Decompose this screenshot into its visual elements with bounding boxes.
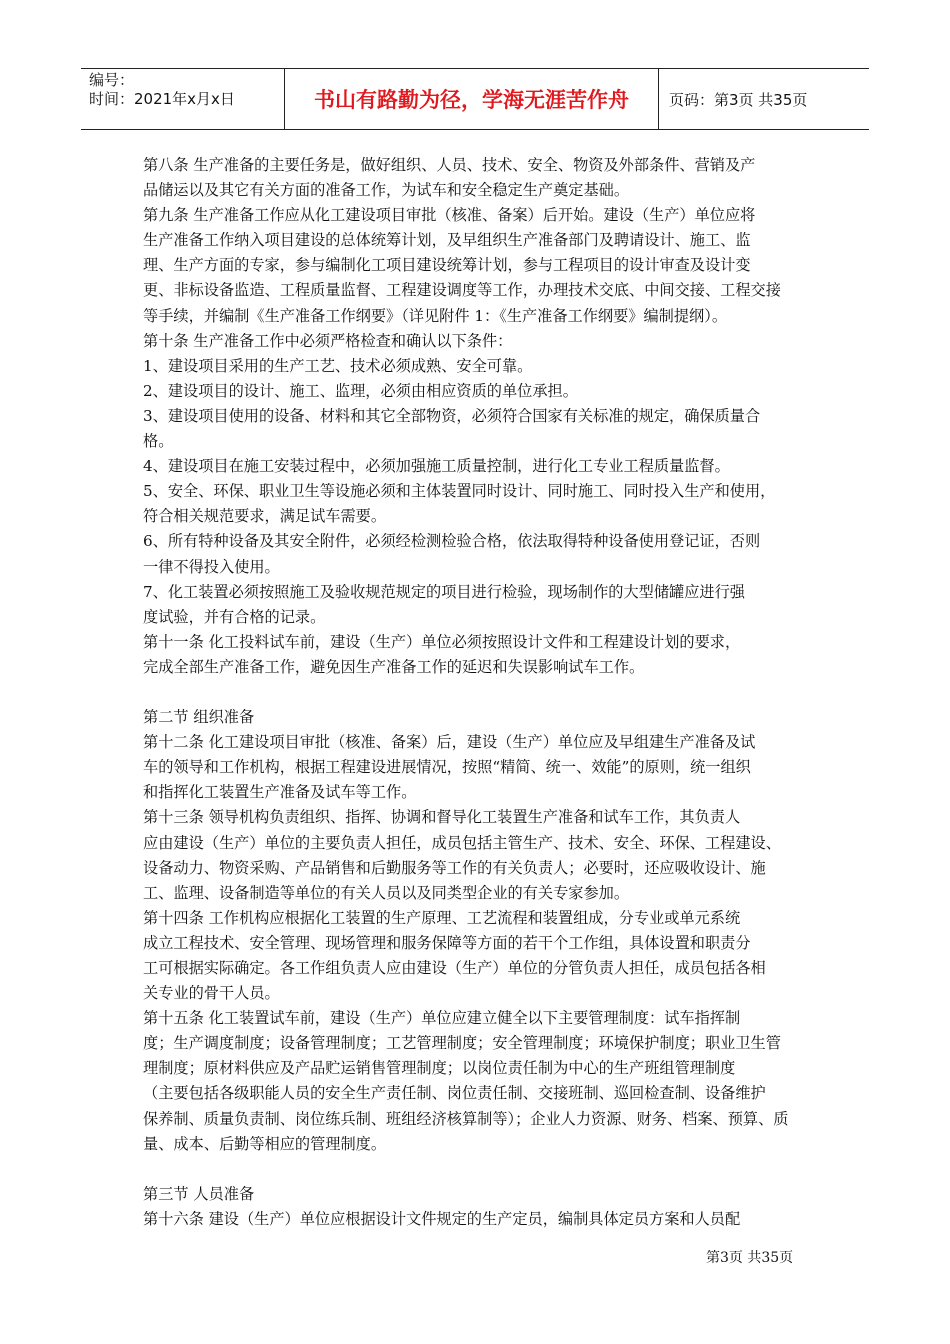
text-line: 理、生产方面的专家，参与编制化工项目建设统筹计划，参与工程项目的设计审查及设计变 xyxy=(143,256,751,275)
text-line: 第十二条 化工建设项目审批（核准、备案）后，建设（生产）单位应及早组建生产准备及试 xyxy=(143,733,756,752)
text-line: 保养制、质量负责制、岗位练兵制、班组经济核算制等）；企业人力资源、财务、档案、预算、质 xyxy=(143,1109,789,1128)
blank-line xyxy=(143,680,811,705)
document-body xyxy=(143,153,811,1232)
text-line: 关专业的骨干人员。 xyxy=(143,984,280,1003)
blank-line xyxy=(143,1157,811,1182)
text-line: 生产准备工作纳入项目建设的总体统筹计划，及早组织生产准备部门及聘请设计、施工、监 xyxy=(143,231,751,250)
text-line: 第十条 生产准备工作中必须严格检查和确认以下条件： xyxy=(143,331,513,350)
text-line: 等手续，并编制《生产准备工作纲要》（详见附件 1：《生产准备工作纲要》编制提纲）。 xyxy=(143,306,728,325)
text-line: 4、建设项目在施工安装过程中，必须加强施工质量控制，进行化工专业工程质量监督。 xyxy=(143,457,730,476)
text-line: 第十四条 工作机构应根据化工装置的生产原理、工艺流程和装置组成，分专业或单元系统 xyxy=(143,908,741,927)
page-footer: 第3页 共35页 xyxy=(706,1250,794,1266)
header-motto: 书山有路勤为径，学海无涯苦作舟 xyxy=(284,69,659,129)
text-line: 更、非标设备监造、工程质量监督、工程建设调度等工作，办理技术交底、中间交接、工程交接 xyxy=(143,281,781,300)
text-line: 2、建设项目的设计、施工、监理，必须由相应资质的单位承担。 xyxy=(143,381,578,400)
header-page-info: 页码：第3页 共35页 xyxy=(669,90,808,109)
text-line: 符合相关规范要求，满足试车需要。 xyxy=(143,507,386,526)
text-line: 格。 xyxy=(143,432,174,451)
text-line: 第十三条 领导机构负责组织、指挥、协调和督导化工装置生产准备和试车工作，其负责人 xyxy=(143,808,741,827)
text-line: 车的领导和工作机构，根据工程建设进展情况，按照“精简、统一、效能”的原则，统一组织 xyxy=(143,758,751,777)
text-line: 3、建设项目使用的设备、材料和其它全部物资，必须符合国家有关标准的规定，确保质量合 xyxy=(143,406,761,425)
text-line: 6、所有特种设备及其安全附件，必须经检测检验合格，依法取得特种设备使用登记证，否则 xyxy=(143,532,761,551)
text-line: 品储运以及其它有关方面的准备工作，为试车和安全稳定生产奠定基础。 xyxy=(143,181,629,200)
text-line: 设备动力、物资采购、产品销售和后勤服务等工作的有关负责人；必要时，还应吸收设计、施 xyxy=(143,858,766,877)
text-line: 度试验，并有合格的记录。 xyxy=(143,607,326,626)
text-line: 工、监理、设备制造等单位的有关人员以及同类型企业的有关专家参加。 xyxy=(143,883,629,902)
number-label: 编号： xyxy=(89,71,135,89)
text-line: 5、安全、环保、职业卫生等设施必须和主体装置同时设计、同时施工、同时投入生产和使用， xyxy=(143,482,776,501)
text-line: 第二节 组织准备 xyxy=(143,708,255,727)
text-line: 工可根据实际确定。各工作组负责人应由建设（生产）单位的分管负责人担任，成员包括各相 xyxy=(143,959,766,977)
text-line: （主要包括各级职能人员的安全生产责任制、岗位责任制、交接班制、巡回检查制、设备维护 xyxy=(143,1084,766,1103)
text-line: 第十一条 化工投料试车前，建设（生产）单位必须按照设计文件和工程建设计划的要求， xyxy=(143,632,741,651)
text-line: 第三节 人员准备 xyxy=(143,1184,255,1203)
text-line: 1、建设项目采用的生产工艺、技术必须成熟、安全可靠。 xyxy=(143,356,533,375)
time-label: 时间：2021年x月x日 xyxy=(89,90,235,108)
text-line: 量、成本、后勤等相应的管理制度。 xyxy=(143,1134,386,1153)
text-line: 成立工程技术、安全管理、现场管理和服务保障等方面的若干个工作组，具体设置和职责分 xyxy=(143,933,751,952)
text-line: 一律不得投入使用。 xyxy=(143,557,280,576)
text-line: 7、化工装置必须按照施工及验收规范规定的项目进行检验，现场制作的大型储罐应进行强 xyxy=(143,582,745,601)
text-line: 应由建设（生产）单位的主要负责人担任，成员包括主管生产、技术、安全、环保、工程建设、 xyxy=(143,833,781,852)
text-line: 第十五条 化工装置试车前，建设（生产）单位应建立健全以下主要管理制度：试车指挥制 xyxy=(143,1009,741,1028)
text-line: 理制度；原材料供应及产品贮运销售管理制度；以岗位责任制为中心的生产班组管理制度 xyxy=(143,1059,736,1078)
text-line: 完成全部生产准备工作，避免因生产准备工作的延迟和失误影响试车工作。 xyxy=(143,657,645,676)
text-line: 第十六条 建设（生产）单位应根据设计文件规定的生产定员，编制具体定员方案和人员配 xyxy=(143,1209,741,1228)
text-line: 和指挥化工装置生产准备及试车等工作。 xyxy=(143,783,417,802)
text-line: 第九条 生产准备工作应从化工建设项目审批（核准、备案）后开始。建设（生产）单位应将 xyxy=(143,206,756,225)
header-meta xyxy=(81,69,284,129)
text-line: 第八条 生产准备的主要任务是，做好组织、人员、技术、安全、物资及外部条件、营销及产 xyxy=(143,156,756,174)
page-header xyxy=(81,68,869,130)
text-line: 度；生产调度制度；设备管理制度；工艺管理制度；安全管理制度；环境保护制度；职业卫生管 xyxy=(143,1034,781,1053)
